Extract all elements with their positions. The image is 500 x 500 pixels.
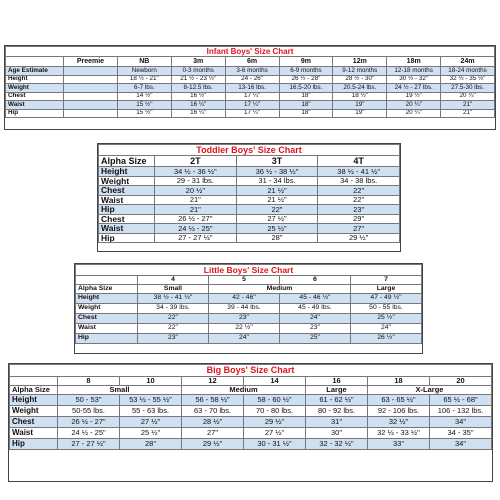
little-cell: 23" xyxy=(280,324,351,334)
big-row-label: Chest xyxy=(10,417,58,428)
little-cell: 22" xyxy=(138,314,209,324)
infant-cell: 6-7 lbs. xyxy=(117,84,171,93)
toddler-cell: 24 ½ - 25" xyxy=(155,224,237,234)
infant-cell: 28 ½ - 30" xyxy=(333,75,387,84)
infant-cell: 15 ½" xyxy=(117,109,171,118)
toddler-cell: 29" xyxy=(318,214,400,224)
big-table-row xyxy=(10,406,492,417)
toddler-header: 4T xyxy=(318,156,400,167)
infant-row-label: Height xyxy=(6,75,64,84)
toddler-cell: 31 - 34 lbs. xyxy=(236,176,318,186)
little-cell: 39 - 44 lbs. xyxy=(209,304,280,314)
toddler-table-row xyxy=(99,186,400,196)
infant-row-label: Age Estimate xyxy=(6,67,64,76)
infant-cell: 20.5-24 lbs. xyxy=(333,84,387,93)
toddler-row-label: Hip xyxy=(99,205,155,215)
little-cell: 22" xyxy=(138,324,209,334)
infant-cell xyxy=(64,101,118,110)
toddler-table-row xyxy=(99,233,400,243)
little-cell: 47 - 49 ½" xyxy=(351,294,422,304)
toddler-cell: 22" xyxy=(318,186,400,196)
big-table-row xyxy=(10,428,492,439)
big-row-label: Weight xyxy=(10,406,58,417)
infant-cell: 17 ¼" xyxy=(225,101,279,110)
toddler-size-chart xyxy=(97,143,401,252)
big-cell: 25 ½" xyxy=(120,428,182,439)
infant-header: NB xyxy=(117,57,171,67)
toddler-table-row xyxy=(99,205,400,215)
infant-header: 12m xyxy=(333,57,387,67)
infant-cell: 27.5-30 lbs. xyxy=(441,84,495,93)
infant-cell: 21" xyxy=(441,101,495,110)
big-alpha: Medium xyxy=(182,386,306,395)
little-size-chart xyxy=(74,263,423,354)
infant-table-row xyxy=(6,67,495,76)
infant-cell: 6-9 months xyxy=(279,67,333,76)
big-cell: 32 - 32 ½" xyxy=(306,439,368,450)
toddler-cell: 21" xyxy=(155,205,237,215)
infant-row-label: Hip xyxy=(6,109,64,118)
toddler-row-label: Waist xyxy=(99,195,155,205)
toddler-cell: 29 ½" xyxy=(318,233,400,243)
infant-cell: 17 ¼" xyxy=(225,109,279,118)
big-cell: 63 - 65 ½" xyxy=(368,395,430,406)
toddler-header: 3T xyxy=(236,156,318,167)
big-cell: 92 - 106 lbs. xyxy=(368,406,430,417)
infant-cell: 24 - 26" xyxy=(225,75,279,84)
big-row-label: Waist xyxy=(10,428,58,439)
infant-cell: 16 ¼" xyxy=(171,101,225,110)
toddler-cell: 22" xyxy=(318,195,400,205)
infant-cell: 18 ½ - 21" xyxy=(117,75,171,84)
infant-table-row xyxy=(6,101,495,110)
infant-cell xyxy=(64,92,118,101)
big-cell: 27" xyxy=(182,428,244,439)
big-cell: 32 ½" xyxy=(368,417,430,428)
big-cell: 32 ½ - 33 ½" xyxy=(368,428,430,439)
toddler-cell: 28" xyxy=(236,233,318,243)
little-alpha: Small xyxy=(138,285,209,294)
big-alpha-size-label: Alpha Size xyxy=(10,386,58,395)
infant-cell: 21" xyxy=(441,109,495,118)
little-table-row xyxy=(76,334,422,344)
infant-cell: 30 ½ - 32" xyxy=(387,75,441,84)
infant-cell: 18 ½" xyxy=(333,92,387,101)
little-alpha: Large xyxy=(351,285,422,294)
infant-cell: 8-12.5 lbs. xyxy=(171,84,225,93)
big-size-number: 8 xyxy=(58,377,120,386)
toddler-alpha-size-label: Alpha Size xyxy=(99,156,155,167)
toddler-table-row xyxy=(99,176,400,186)
little-cell: 25 ½" xyxy=(351,314,422,324)
toddler-rows xyxy=(99,167,400,243)
toddler-table-row xyxy=(99,214,400,224)
big-cell: 27 - 27 ½" xyxy=(58,439,120,450)
toddler-row-label: Weight xyxy=(99,176,155,186)
toddler-row-label: Chest xyxy=(99,214,155,224)
toddler-cell: 27" xyxy=(318,224,400,234)
toddler-header: 2T xyxy=(155,156,237,167)
infant-header: 18m xyxy=(387,57,441,67)
infant-cell: 14 ½" xyxy=(117,92,171,101)
infant-cell: 16.5-20 lbs. xyxy=(279,84,333,93)
toddler-cell: 38 ½ - 41 ½" xyxy=(318,167,400,177)
big-table-row xyxy=(10,417,492,428)
infant-chart-title: Infant Boys' Size Chart xyxy=(6,47,495,57)
infant-cell: 16 ¼" xyxy=(171,109,225,118)
little-size-number: 4 xyxy=(138,276,209,285)
infant-row-label: Waist xyxy=(6,101,64,110)
little-table-row xyxy=(76,314,422,324)
infant-cell: 20 ¼" xyxy=(387,101,441,110)
big-cell: 61 - 62 ½" xyxy=(306,395,368,406)
infant-cell: 19" xyxy=(333,109,387,118)
big-cell: 33" xyxy=(368,439,430,450)
big-size-number: 14 xyxy=(244,377,306,386)
infant-header: 9m xyxy=(279,57,333,67)
toddler-cell: 25 ½" xyxy=(236,224,318,234)
toddler-cell: 20 ½" xyxy=(155,186,237,196)
toddler-cell: 34 - 38 lbs. xyxy=(318,176,400,186)
infant-cell: 16 ½" xyxy=(171,92,225,101)
big-cell: 63 - 70 lbs. xyxy=(182,406,244,417)
toddler-cell: 27 - 27 ½" xyxy=(155,233,237,243)
toddler-row-label: Waist xyxy=(99,224,155,234)
infant-table-row xyxy=(6,75,495,84)
infant-row-label: Chest xyxy=(6,92,64,101)
infant-cell: 21 ½ - 23 ½" xyxy=(171,75,225,84)
big-size-chart xyxy=(8,363,493,482)
little-table-row xyxy=(76,294,422,304)
toddler-row-label: Height xyxy=(99,167,155,177)
infant-cell: Newborn xyxy=(117,67,171,76)
toddler-cell: 23" xyxy=(318,205,400,215)
little-cell: 22 ½" xyxy=(209,324,280,334)
infant-cell: 0-3 months xyxy=(171,67,225,76)
little-table-row xyxy=(76,304,422,314)
big-chart-title: Big Boys' Size Chart xyxy=(10,365,492,377)
infant-cell: 15 ½" xyxy=(117,101,171,110)
little-cell: 45 - 46 ½" xyxy=(280,294,351,304)
little-cell: 50 - 55 lbs. xyxy=(351,304,422,314)
infant-header: 24m xyxy=(441,57,495,67)
big-alpha: X-Large xyxy=(368,386,492,395)
big-alpha: Small xyxy=(58,386,182,395)
big-cell: 65 ½ - 68" xyxy=(430,395,492,406)
big-size-number: 16 xyxy=(306,377,368,386)
infant-cell: 19 ½" xyxy=(387,92,441,101)
toddler-cell: 34 ½ - 36 ½" xyxy=(155,167,237,177)
toddler-cell: 36 ½ - 38 ½" xyxy=(236,167,318,177)
infant-cell: 17 ¼" xyxy=(225,92,279,101)
infant-cell xyxy=(64,109,118,118)
little-alpha: Medium xyxy=(209,285,351,294)
little-size-number: 6 xyxy=(280,276,351,285)
little-cell: 34 - 39 lbs. xyxy=(138,304,209,314)
infant-cell: 32 ½ - 35 ½" xyxy=(441,75,495,84)
toddler-cell: 22" xyxy=(236,205,318,215)
infant-cell xyxy=(64,75,118,84)
big-rows xyxy=(10,395,492,450)
infant-cell: 26 ½ - 28" xyxy=(279,75,333,84)
little-alpha-size-label: Alpha Size xyxy=(76,285,138,294)
infant-rows xyxy=(6,67,495,118)
infant-cell: 18-24 months xyxy=(441,67,495,76)
infant-size-chart xyxy=(4,45,496,130)
big-cell: 30" xyxy=(306,428,368,439)
big-cell: 34" xyxy=(430,439,492,450)
infant-header: 3m xyxy=(171,57,225,67)
little-row-label: Hip xyxy=(76,334,138,344)
big-row-label: Hip xyxy=(10,439,58,450)
big-cell: 70 - 80 lbs. xyxy=(244,406,306,417)
infant-cell xyxy=(64,84,118,93)
infant-cell: 18" xyxy=(279,109,333,118)
big-cell: 26 ½ - 27" xyxy=(58,417,120,428)
little-cell: 38 ½ - 41 ½" xyxy=(138,294,209,304)
big-cell: 34 - 35" xyxy=(430,428,492,439)
infant-header: Preemie xyxy=(64,57,118,67)
toddler-row-label: Chest xyxy=(99,186,155,196)
little-cell: 42 - 46" xyxy=(209,294,280,304)
little-cell: 24" xyxy=(351,324,422,334)
big-cell: 50-55 lbs. xyxy=(58,406,120,417)
infant-cell: 24 ½ - 27 lbs. xyxy=(387,84,441,93)
big-cell: 53 ½ - 55 ½" xyxy=(120,395,182,406)
big-size-number: 20 xyxy=(430,377,492,386)
big-row-label: Height xyxy=(10,395,58,406)
big-cell: 55 - 63 lbs. xyxy=(120,406,182,417)
big-cell: 27 ½" xyxy=(120,417,182,428)
big-cell: 28 ½" xyxy=(182,417,244,428)
big-cell: 50 - 53" xyxy=(58,395,120,406)
toddler-cell: 21" xyxy=(155,195,237,205)
infant-cell: 13-16 lbs. xyxy=(225,84,279,93)
big-cell: 28" xyxy=(120,439,182,450)
infant-table-row xyxy=(6,92,495,101)
toddler-cell: 27 ½" xyxy=(236,214,318,224)
big-size-number: 12 xyxy=(182,377,244,386)
little-cell: 26 ½" xyxy=(351,334,422,344)
big-cell: 31" xyxy=(306,417,368,428)
infant-row-label: Weight xyxy=(6,84,64,93)
little-size-number: 7 xyxy=(351,276,422,285)
little-row-label: Waist xyxy=(76,324,138,334)
toddler-cell: 26 ½ - 27" xyxy=(155,214,237,224)
toddler-table-row xyxy=(99,195,400,205)
big-cell: 56 - 58 ½" xyxy=(182,395,244,406)
infant-cell: 20 ¼" xyxy=(441,92,495,101)
big-table-row xyxy=(10,395,492,406)
infant-header: 6m xyxy=(225,57,279,67)
infant-cell: 18" xyxy=(279,101,333,110)
big-cell: 106 - 132 lbs. xyxy=(430,406,492,417)
toddler-row-label: Hip xyxy=(99,233,155,243)
toddler-table-row xyxy=(99,167,400,177)
big-alpha: Large xyxy=(306,386,368,395)
toddler-cell: 21 ½" xyxy=(236,195,318,205)
infant-cell xyxy=(64,67,118,76)
big-table-row xyxy=(10,439,492,450)
little-cell: 23" xyxy=(138,334,209,344)
little-cell: 45 - 49 lbs. xyxy=(280,304,351,314)
little-size-number: 5 xyxy=(209,276,280,285)
infant-table-row xyxy=(6,109,495,118)
little-chart-title: Little Boys' Size Chart xyxy=(76,265,422,276)
infant-table-row xyxy=(6,84,495,93)
big-size-number: 18 xyxy=(368,377,430,386)
toddler-table-row xyxy=(99,224,400,234)
little-cell: 23" xyxy=(209,314,280,324)
infant-cell: 19" xyxy=(333,101,387,110)
big-cell: 80 - 92 lbs. xyxy=(306,406,368,417)
little-cell: 24" xyxy=(209,334,280,344)
toddler-chart-title: Toddler Boys' Size Chart xyxy=(99,145,400,156)
little-cell: 25" xyxy=(280,334,351,344)
infant-cell: 12-18 months xyxy=(387,67,441,76)
little-rows xyxy=(76,294,422,344)
big-cell: 58 - 60 ½" xyxy=(244,395,306,406)
infant-cell: 9-12 months xyxy=(333,67,387,76)
infant-cell: 20 ¼" xyxy=(387,109,441,118)
big-cell: 24 ½ - 25" xyxy=(58,428,120,439)
little-table-row xyxy=(76,324,422,334)
big-cell: 27 ½" xyxy=(244,428,306,439)
big-cell: 29 ½" xyxy=(182,439,244,450)
big-cell: 34" xyxy=(430,417,492,428)
toddler-cell: 21 ½" xyxy=(236,186,318,196)
big-cell: 29 ½" xyxy=(244,417,306,428)
toddler-cell: 29 - 31 lbs. xyxy=(155,176,237,186)
infant-cell: 18" xyxy=(279,92,333,101)
big-size-number: 10 xyxy=(120,377,182,386)
little-cell: 24" xyxy=(280,314,351,324)
little-row-label: Weight xyxy=(76,304,138,314)
little-row-label: Height xyxy=(76,294,138,304)
infant-cell: 3-6 months xyxy=(225,67,279,76)
little-row-label: Chest xyxy=(76,314,138,324)
big-cell: 30 - 31 ½" xyxy=(244,439,306,450)
